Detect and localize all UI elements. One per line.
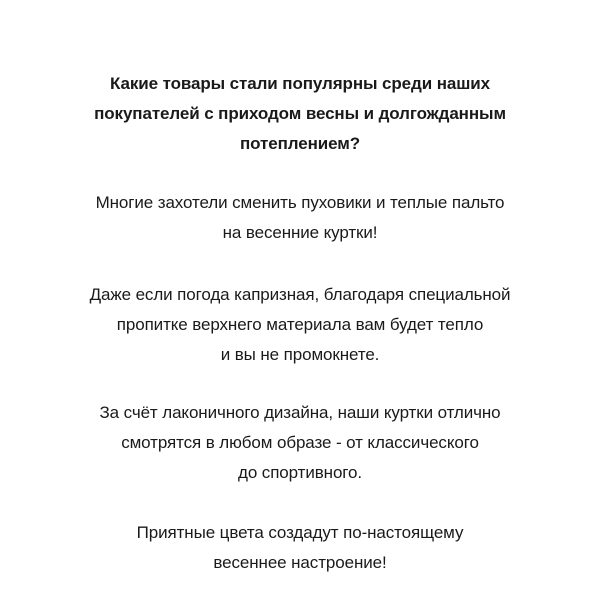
paragraph-line: За счёт лаконичного дизайна, наши куртки отлично <box>99 403 501 422</box>
paragraph-line: до спортивного. <box>238 463 362 482</box>
paragraph-design <box>0 398 600 488</box>
article-heading <box>0 69 600 159</box>
heading-line: покупателей с приходом весны и долгожданным <box>94 104 506 123</box>
paragraph-line: Приятные цвета создадут по-настоящему <box>136 523 464 542</box>
paragraph-line: Многие захотели сменить пуховики и теплые пальто <box>95 193 505 212</box>
heading-line: потеплением? <box>239 134 361 153</box>
paragraph-line: пропитке верхнего материала вам будет тепло <box>116 315 484 334</box>
heading-line: Какие товары стали популярны среди наших <box>110 74 490 93</box>
paragraph-line: смотрятся в любом образе - от классического <box>121 433 479 452</box>
paragraph-line: весеннее настроение! <box>213 553 387 572</box>
paragraph-winter-coats <box>0 188 600 248</box>
paragraph-line: Даже если погода капризная, благодаря специальной <box>89 285 511 304</box>
paragraph-waterproof <box>0 280 600 370</box>
paragraph-line: на весенние куртки! <box>222 223 378 242</box>
paragraph-line: и вы не промокнете. <box>220 345 380 364</box>
paragraph-colors <box>0 518 600 578</box>
